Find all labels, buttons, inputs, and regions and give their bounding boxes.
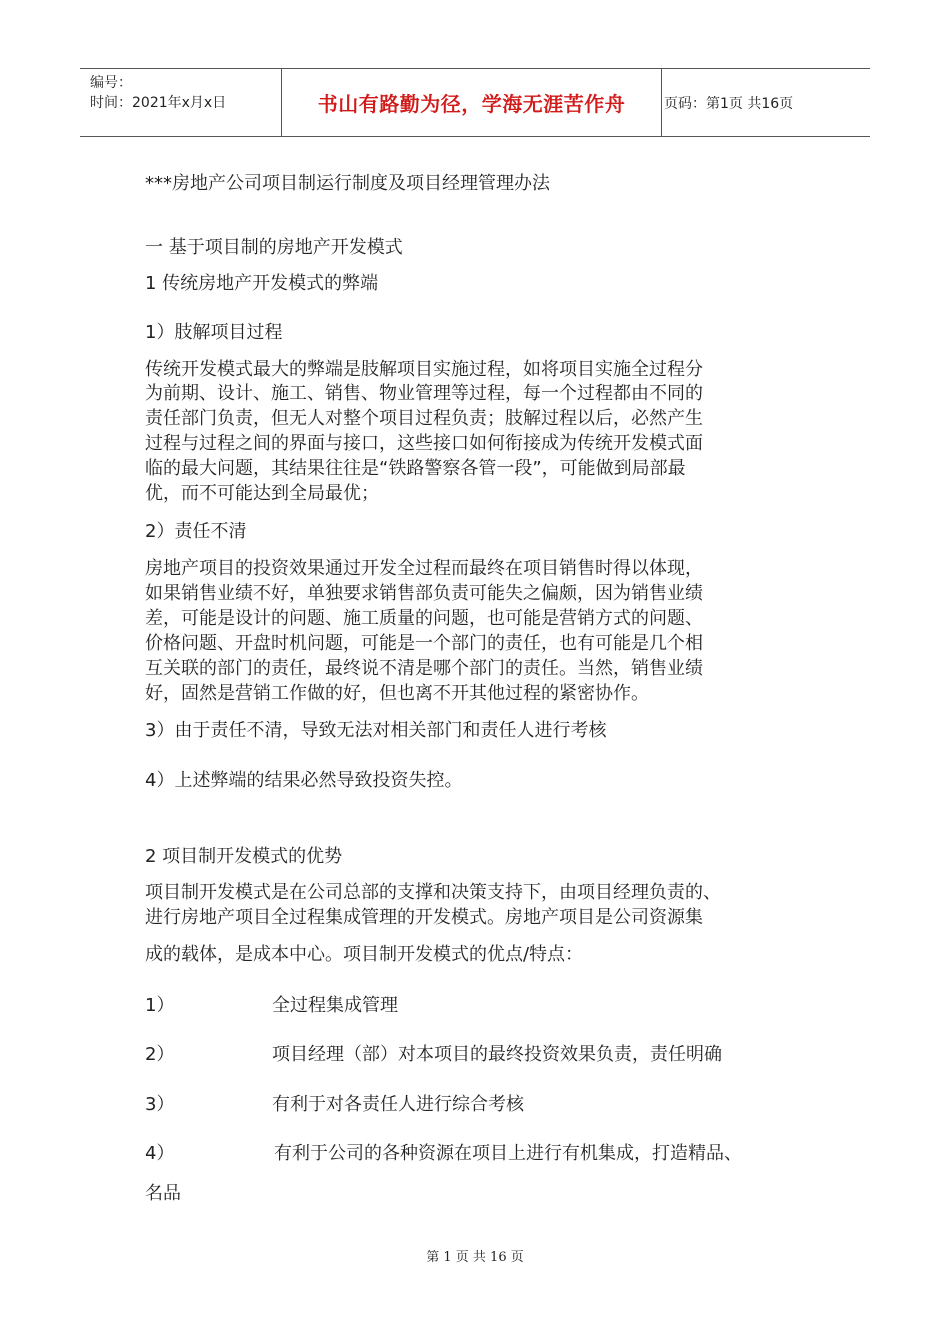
advantage-text: 全过程集成管理 [272,995,398,1016]
sub2-heading: 2 项目制开发模式的优势 [145,846,343,867]
sub2-line: 进行房地产项目全过程集成管理的开发模式。房地产项目是公司资源集 [145,907,703,928]
header-meta [80,69,282,136]
point2-line: 价格问题、开盘时机问题，可能是一个部门的责任，也有可能是几个相 [145,633,703,654]
advantage-number: 2） [145,1044,175,1065]
sub2-line: 成的载体，是成本中心。项目制开发模式的优点/特点： [145,944,584,965]
point1-line: 临的最大问题，其结果往往是“铁路警察各管一段”，可能做到局部最 [145,458,686,479]
point4-text: 4）上述弊端的结果必然导致投资失控。 [145,770,463,791]
point1-line: 责任部门负责，但无人对整个项目过程负责；肢解过程以后，必然产生 [145,408,703,429]
point1-heading: 1）肢解项目过程 [145,322,283,343]
header-page-info: 页码：第1页 共16页 [664,95,794,112]
header-motto: 书山有路勤为径，学海无涯苦作舟 [282,69,662,136]
advantage-text-continuation: 名品 [145,1183,181,1204]
advantage-text: 项目经理（部）对本项目的最终投资效果负责，责任明确 [272,1044,722,1065]
point1-line: 过程与过程之间的界面与接口，这些接口如何衔接成为传统开发模式面 [145,433,703,454]
point2-line: 差，可能是设计的问题、施工质量的问题，也可能是营销方式的问题、 [145,608,703,629]
document-title: ***房地产公司项目制运行制度及项目经理管理办法 [145,173,550,194]
page-footer: 第 1 页 共 16 页 [426,1250,524,1265]
sub2-line: 项目制开发模式是在公司总部的支撑和决策支持下，由项目经理负责的、 [145,882,721,903]
page-header [80,68,870,137]
point3-text: 3）由于责任不清，导致无法对相关部门和责任人进行考核 [145,720,607,741]
sub1-heading: 1 传统房地产开发模式的弊端 [145,273,379,294]
point1-line: 传统开发模式最大的弊端是肢解项目实施过程，如将项目实施全过程分 [145,359,703,380]
point2-heading: 2）责任不清 [145,521,247,542]
point1-line: 优，而不可能达到全局最优； [145,483,379,504]
advantage-text: 有利于公司的各种资源在项目上进行有机集成，打造精品、 [274,1143,742,1164]
section1-heading: 一 基于项目制的房地产开发模式 [145,237,403,258]
advantage-text: 有利于对各责任人进行综合考核 [272,1094,524,1115]
point2-line: 房地产项目的投资效果通过开发全过程而最终在项目销售时得以体现， [145,558,703,579]
point2-line: 好，固然是营销工作做的好，但也离不开其他过程的紧密协作。 [145,683,649,704]
point2-line: 如果销售业绩不好，单独要求销售部负责可能失之偏颇，因为销售业绩 [145,583,703,604]
number-label: 编号： [90,75,132,91]
advantage-number: 3） [145,1094,175,1115]
advantage-number: 4） [145,1143,175,1164]
time-label: 时间：2021年x月x日 [90,95,227,111]
point1-line: 为前期、设计、施工、销售、物业管理等过程，每一个过程都由不同的 [145,383,703,404]
advantage-number: 1） [145,995,175,1016]
point2-line: 互关联的部门的责任，最终说不清是哪个部门的责任。当然，销售业绩 [145,658,703,679]
